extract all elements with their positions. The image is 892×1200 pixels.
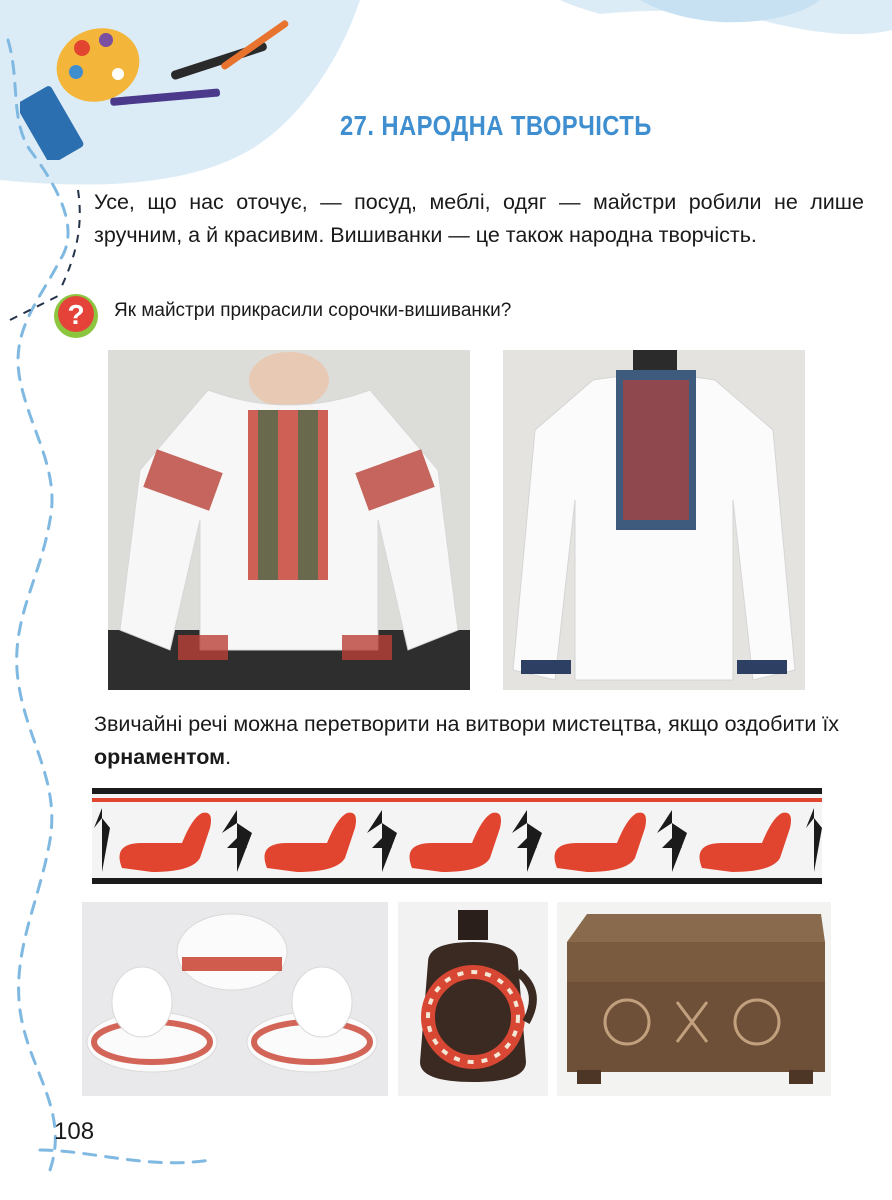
ornament-text-after: . [225, 745, 232, 769]
embroidered-blouse-photo [108, 350, 470, 690]
swan-ornament-strip [92, 788, 822, 884]
painted-flask-photo [398, 902, 548, 1096]
art-supplies-illustration [20, 10, 320, 160]
question-text: Як майстри прикрасили сорочки-вишиванки? [114, 300, 512, 321]
question-icon [52, 292, 100, 340]
embroidered-shirt-photo [503, 350, 805, 690]
page-number: 108 [54, 1118, 95, 1145]
ornament-text-before: Звичайні речі можна перетворити на витвори мистецтва, якщо оздобити їх [94, 712, 840, 736]
ornament-paragraph [94, 708, 864, 774]
painted-tea-set-photo [82, 902, 388, 1096]
ornament-term: орнаментом [94, 745, 226, 769]
carved-wooden-box-photo [557, 902, 831, 1096]
intro-paragraph: Усе, що нас оточує, — посуд, меблі, одяг — майстри робили не лише зручним, а й красивим. Вишиванки — це також народна творчість. [94, 190, 864, 247]
page-title: 27. НАРОДНА ТВОРЧІСТЬ [340, 110, 652, 141]
svg-text:?: ? [67, 299, 85, 330]
